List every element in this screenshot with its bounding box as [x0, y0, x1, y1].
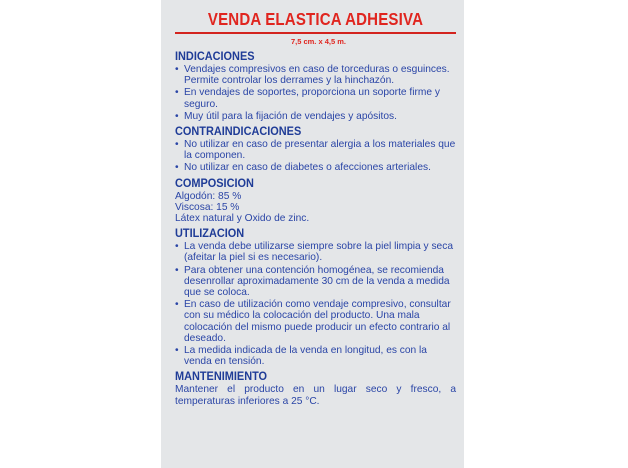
section-composicion — [175, 178, 456, 225]
list-item — [175, 241, 456, 263]
section-indicaciones — [175, 51, 456, 122]
composition-line: Viscosa: 15 % — [175, 201, 240, 213]
list-item-text: La medida indicada de la venda en longitud, es con la venda en tensión. — [184, 345, 427, 368]
bullet-icon: • — [175, 87, 179, 99]
list-item — [175, 162, 456, 173]
list-item-text: Vendajes compresivos en caso de torceduras o esguinces. Permite controlar los derrames y la hinchazón. — [184, 64, 450, 87]
composition-line: Látex natural y Oxido de zinc. — [175, 213, 310, 225]
list-item-text: En vendajes de soportes, proporciona un soporte firme y seguro. — [184, 87, 440, 110]
composition-line: Algodón: 85 % — [175, 190, 242, 202]
list-item — [175, 139, 456, 161]
list-item — [175, 111, 456, 122]
list-item — [175, 87, 456, 109]
list-item — [175, 265, 456, 299]
product-title: VENDA ELASTICA ADHESIVA — [207, 9, 424, 29]
section-contraindicaciones — [175, 126, 456, 174]
list-item — [175, 64, 456, 86]
list-item — [175, 299, 456, 344]
size-label: 7,5 cm. x 4,5 m. — [290, 37, 346, 46]
section-heading: MANTENIMIENTO — [175, 371, 268, 384]
list-item-text: Para obtener una contención homogénea, se recomienda desenrollar aproximadamente 30 cm de la venda a medida que se coloca. — [184, 264, 450, 299]
bullet-icon: • — [175, 345, 179, 357]
section-heading: INDICACIONES — [175, 51, 255, 63]
list-item — [175, 345, 456, 367]
list-item-text: No utilizar en caso de presentar alergia a los materiales que la componen. — [184, 139, 456, 162]
bullet-icon: • — [175, 264, 179, 276]
section-utilizacion — [175, 228, 456, 367]
bullet-icon: • — [175, 241, 179, 253]
list-item-text: No utilizar en caso de diabetes o afecciones arteriales. — [184, 162, 431, 174]
title-divider — [175, 32, 456, 34]
product-label — [161, 0, 464, 468]
bullet-icon: • — [175, 64, 179, 75]
list-item-text: En caso de utilización como vendaje compresivo, consultar con su médico la colocación del producto. Una mala colocación del mismo puede producir un efecto contrario al deseado. — [184, 299, 451, 344]
bullet-icon: • — [175, 110, 179, 122]
bullet-icon: • — [175, 299, 179, 311]
maintenance-text: Mantener el producto en un lugar seco y fresco, a temperaturas inferiores a 25 °C. — [175, 384, 456, 407]
list-item-text: Muy útil para la fijación de vendajes y apósitos. — [184, 110, 397, 122]
bullet-icon: • — [175, 139, 179, 151]
section-heading: UTILIZACION — [175, 228, 245, 241]
bullet-icon: • — [175, 162, 179, 174]
list-item-text: La venda debe utilizarse siempre sobre la piel limpia y seca (afeitar la piel si es necesario). — [184, 241, 453, 264]
section-heading: COMPOSICION — [175, 177, 254, 190]
section-mantenimiento — [175, 371, 456, 406]
section-heading: CONTRAINDICACIONES — [175, 126, 302, 139]
